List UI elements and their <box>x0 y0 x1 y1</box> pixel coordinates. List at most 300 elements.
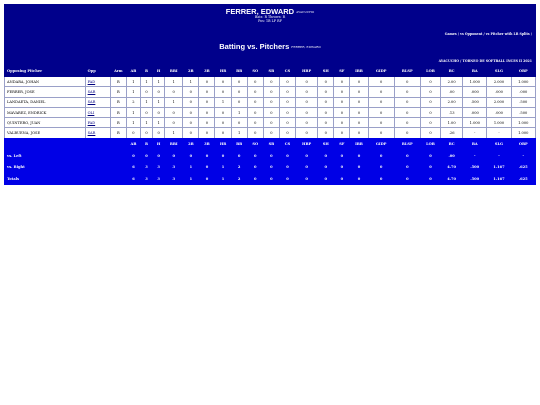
stat-cell: 2 <box>126 97 140 107</box>
stat-cell: 1.000 <box>511 118 535 128</box>
split-row <box>5 173 536 185</box>
stat-cell: .26 <box>441 128 463 138</box>
stat-cell: 0 <box>165 107 183 117</box>
stat-cell: 0 <box>296 128 318 138</box>
stat-cell: 0 <box>247 77 263 87</box>
stat-cell: 0 <box>183 128 199 138</box>
stat-cell: 1.000 <box>511 77 535 87</box>
split-stat-cell: 0 <box>141 150 153 162</box>
stat-cell: 0 <box>153 107 165 117</box>
split-stat-cell: .00 <box>441 150 463 162</box>
stat-cell: 1 <box>153 118 165 128</box>
stat-cell: 0 <box>296 87 318 97</box>
stat-cell: 0 <box>231 118 247 128</box>
stat-cell: 0 <box>334 128 350 138</box>
split-stat-cell: 0 <box>420 162 440 174</box>
split-stat-cell: 4.70 <box>441 162 463 174</box>
stat-cell: 0 <box>368 118 394 128</box>
split-stat-cell: 0 <box>215 150 231 162</box>
opponent-cell <box>85 97 110 107</box>
split-stat-cell: - <box>511 150 535 162</box>
stat-cell: .000 <box>487 107 511 117</box>
stat-cell: 0 <box>215 118 231 128</box>
stat-cell: 0 <box>350 107 368 117</box>
split-column-header: SLG <box>487 139 511 151</box>
stat-cell: 0 <box>199 77 215 87</box>
opponent-link[interactable]: PAD <box>87 79 96 84</box>
split-stat-cell: 3 <box>165 173 183 185</box>
stat-cell: 0 <box>394 128 420 138</box>
stat-cell: 1 <box>231 128 247 138</box>
opponent-link[interactable]: SAR <box>87 89 96 94</box>
stat-cell: 0 <box>420 107 440 117</box>
stat-cell: 0 <box>394 118 420 128</box>
opponent-link[interactable]: PAD <box>87 120 96 125</box>
split-column-header: RLSP <box>394 139 420 151</box>
stat-cell: 1 <box>165 128 183 138</box>
column-header: Opposing Pitcher <box>5 66 86 77</box>
split-stat-cell: .500 <box>463 162 487 174</box>
stat-cell: 0 <box>263 77 279 87</box>
split-column-header: SO <box>247 139 263 151</box>
batting-vs-pitchers-table <box>4 65 536 139</box>
split-label: vs. Left <box>5 150 127 162</box>
stat-cell: 0 <box>263 118 279 128</box>
stat-cell: 0 <box>247 128 263 138</box>
stat-cell: 0 <box>279 107 295 117</box>
stat-cell: 0 <box>318 97 334 107</box>
stat-cell: 0 <box>183 118 199 128</box>
split-stat-cell: 0 <box>296 173 318 185</box>
report-title-text: Batting vs. Pitchers <box>219 42 290 51</box>
column-header: HR <box>215 66 231 77</box>
stat-cell: 0 <box>420 118 440 128</box>
stat-cell: 0 <box>394 87 420 97</box>
stat-cell: 0 <box>350 77 368 87</box>
stat-cell: 0 <box>199 97 215 107</box>
stat-cell: 0 <box>368 97 394 107</box>
stat-cell: 0 <box>350 128 368 138</box>
table-row <box>5 97 536 107</box>
split-column-header: HR <box>215 139 231 151</box>
split-stat-cell: - <box>487 150 511 162</box>
split-stat-cell: 0 <box>318 150 334 162</box>
player-name-text: FERRER, EDWARD <box>225 7 295 16</box>
split-stat-cell: 0 <box>263 173 279 185</box>
table-row <box>5 87 536 97</box>
stat-cell: 0 <box>350 97 368 107</box>
opponent-cell <box>85 77 110 87</box>
report-title <box>4 42 536 51</box>
split-stat-cell: 2 <box>231 173 247 185</box>
column-header: SF <box>334 66 350 77</box>
stat-cell: 0 <box>247 118 263 128</box>
table-row <box>5 118 536 128</box>
stat-cell: 0 <box>215 87 231 97</box>
stat-cell: 1 <box>126 107 140 117</box>
split-column-header: SF <box>334 139 350 151</box>
stat-cell: 2.000 <box>487 97 511 107</box>
opponent-link[interactable]: SAR <box>87 100 96 105</box>
stat-cell: 0 <box>279 77 295 87</box>
split-stat-cell: 0 <box>350 150 368 162</box>
stat-cell: 0 <box>199 128 215 138</box>
split-column-header: AB <box>126 139 140 151</box>
column-header: GIDP <box>368 66 394 77</box>
column-header: BA <box>463 66 487 77</box>
stat-cell: 0 <box>183 107 199 117</box>
split-stat-cell: 0 <box>394 150 420 162</box>
stat-cell: 0 <box>296 107 318 117</box>
split-stat-cell: 2 <box>231 162 247 174</box>
stat-cell: 1 <box>183 77 199 87</box>
stat-cell: 1.00 <box>441 118 463 128</box>
splits-nav-links[interactable]: Games / vs Opponent / vs Pitcher with LR Splits / <box>444 32 532 36</box>
stat-cell: 0 <box>318 118 334 128</box>
split-column-header: SB <box>263 139 279 151</box>
split-stat-cell: 0 <box>368 150 394 162</box>
pitcher-name-cell: VALBUENA, JOSE <box>5 128 86 138</box>
stat-cell: 0 <box>318 107 334 117</box>
opponent-cell <box>85 128 110 138</box>
stat-cell: 0 <box>368 87 394 97</box>
stat-cell: 0 <box>153 128 165 138</box>
stat-cell: 1 <box>140 77 152 87</box>
stat-cell: .000 <box>463 87 487 97</box>
lr-splits-table <box>4 138 536 185</box>
opponent-cell <box>85 87 110 97</box>
split-stat-cell: .500 <box>463 173 487 185</box>
stat-cell: 1 <box>165 97 183 107</box>
stat-cell: 0 <box>199 118 215 128</box>
stat-cell: 0 <box>247 87 263 97</box>
player-team: AYACUCHO <box>296 10 315 15</box>
stat-cell: 0 <box>334 97 350 107</box>
column-header: 3B <box>199 66 215 77</box>
stat-cell: .13 <box>441 107 463 117</box>
column-header: SO <box>247 66 263 77</box>
pitcher-name-cell: LANDAETA, DANIEL <box>5 97 86 107</box>
split-label: Totals <box>5 173 127 185</box>
stat-cell: 0 <box>296 77 318 87</box>
stat-cell: 0 <box>296 118 318 128</box>
split-stat-cell: 0 <box>394 162 420 174</box>
split-column-header: BA <box>463 139 487 151</box>
split-stat-cell: 0 <box>368 173 394 185</box>
stat-cell: 0 <box>231 97 247 107</box>
stat-cell: 1 <box>126 118 140 128</box>
stat-cell: 0 <box>215 128 231 138</box>
split-header-row <box>5 139 536 151</box>
split-stat-cell: 0 <box>296 150 318 162</box>
split-row <box>5 150 536 162</box>
split-stat-cell: 0 <box>394 173 420 185</box>
split-stat-cell: 0 <box>126 150 140 162</box>
column-header: HBP <box>296 66 318 77</box>
stat-cell: 0 <box>231 87 247 97</box>
split-stat-cell: 0 <box>153 150 165 162</box>
stat-cell: R <box>110 118 126 128</box>
split-column-header: 3B <box>199 139 215 151</box>
split-stat-cell: 0 <box>318 162 334 174</box>
split-column-header: SH <box>318 139 334 151</box>
stat-cell: 0 <box>263 107 279 117</box>
split-column-header: RBI <box>165 139 183 151</box>
split-stat-cell: 0 <box>263 162 279 174</box>
split-stat-cell: 6 <box>126 162 140 174</box>
pitcher-name-cell: FERRER, JOSE <box>5 87 86 97</box>
pitcher-name-cell: QUINTERO, JUAN <box>5 118 86 128</box>
stat-cell: R <box>110 107 126 117</box>
split-column-header: GIDP <box>368 139 394 151</box>
split-stat-cell: 0 <box>350 162 368 174</box>
split-stat-cell: 1 <box>183 173 199 185</box>
column-header: AB <box>126 66 140 77</box>
table-header-row <box>5 66 536 77</box>
split-stat-cell: 3 <box>153 162 165 174</box>
split-stat-cell: 0 <box>420 173 440 185</box>
split-stat-cell: - <box>463 150 487 162</box>
stat-cell: 0 <box>279 128 295 138</box>
stat-cell: - <box>487 128 511 138</box>
split-stat-cell: 0 <box>199 173 215 185</box>
stat-cell: 0 <box>334 107 350 117</box>
stat-cell: 0 <box>183 97 199 107</box>
stat-cell: 0 <box>263 97 279 107</box>
stat-cell: - <box>463 128 487 138</box>
column-header: Arm <box>110 66 126 77</box>
stat-cell: R <box>110 87 126 97</box>
stat-cell: 0 <box>318 77 334 87</box>
stat-cell: .00 <box>441 87 463 97</box>
stat-cell: 0 <box>263 87 279 97</box>
stat-cell: 1 <box>231 107 247 117</box>
split-stat-cell: 0 <box>318 173 334 185</box>
split-row <box>5 162 536 174</box>
stat-cell: 2.00 <box>441 77 463 87</box>
split-header-blank <box>5 139 127 151</box>
stat-cell: .500 <box>463 97 487 107</box>
stat-cell: 0 <box>279 87 295 97</box>
stat-cell: 0 <box>183 87 199 97</box>
split-stat-cell: 0 <box>263 150 279 162</box>
column-header: LOB <box>420 66 440 77</box>
column-header: RC <box>441 66 463 77</box>
table-body <box>5 77 536 139</box>
opponent-cell <box>85 118 110 128</box>
stat-cell: 2.00 <box>441 97 463 107</box>
split-stat-cell: 0 <box>334 150 350 162</box>
split-column-header: OBP <box>511 139 535 151</box>
stat-cell: 0 <box>165 87 183 97</box>
stat-cell: 0 <box>318 87 334 97</box>
split-stat-cell: 0 <box>247 173 263 185</box>
stat-cell: 0 <box>394 107 420 117</box>
split-stat-cell: 0 <box>334 162 350 174</box>
stat-cell: 0 <box>350 118 368 128</box>
split-stat-cell: 0 <box>199 150 215 162</box>
stat-cell: 0 <box>394 97 420 107</box>
column-header: 2B <box>183 66 199 77</box>
split-stat-cell: 1.167 <box>487 173 511 185</box>
column-header: BB <box>231 66 247 77</box>
stat-cell: 0 <box>126 128 140 138</box>
stat-cell: 1.000 <box>463 77 487 87</box>
stat-cell: 2.000 <box>487 77 511 87</box>
stat-cell: 1 <box>165 77 183 87</box>
pitcher-name-cell: ANDARA, JOHAN <box>5 77 86 87</box>
split-stat-cell: 0 <box>247 162 263 174</box>
split-column-header: HBP <box>296 139 318 151</box>
player-info <box>4 15 536 23</box>
report-header <box>4 4 536 64</box>
split-stat-cell: 1 <box>183 162 199 174</box>
stat-cell: 0 <box>296 97 318 107</box>
stat-cell: 1 <box>126 77 140 87</box>
split-stat-cell: 6 <box>126 173 140 185</box>
split-stat-cell: 1.167 <box>487 162 511 174</box>
report-subtitle: FERRER, EDWARD <box>291 45 321 50</box>
column-header: Opp <box>85 66 110 77</box>
stat-cell: 1 <box>215 97 231 107</box>
stat-cell: .000 <box>463 107 487 117</box>
split-column-header: IBB <box>350 139 368 151</box>
stat-cell: 0 <box>140 128 152 138</box>
column-header: IBB <box>350 66 368 77</box>
split-stat-cell: 3 <box>141 162 153 174</box>
split-stat-cell: 0 <box>279 173 295 185</box>
pitcher-name-cell: MAVAREZ, ENDRICK <box>5 107 86 117</box>
stat-cell: 1 <box>126 87 140 97</box>
stat-cell: 0 <box>231 77 247 87</box>
stat-cell: 0 <box>350 87 368 97</box>
stat-cell: 0 <box>279 97 295 107</box>
stat-cell: 0 <box>420 87 440 97</box>
split-stat-cell: 0 <box>279 150 295 162</box>
bats-throws: Bats: R Throws: R <box>254 15 286 19</box>
stat-cell: 0 <box>263 128 279 138</box>
stat-cell: 0 <box>420 97 440 107</box>
split-column-header: RC <box>441 139 463 151</box>
split-stat-cell: 0 <box>183 150 199 162</box>
split-column-header: BB <box>231 139 247 151</box>
stat-cell: 1.000 <box>487 118 511 128</box>
split-stat-cell: 0 <box>165 150 183 162</box>
stat-cell: 1 <box>153 97 165 107</box>
split-stat-cell: 1 <box>215 162 231 174</box>
stat-cell: 0 <box>368 77 394 87</box>
stat-cell: 1.000 <box>463 118 487 128</box>
split-label: vs. Right <box>5 162 127 174</box>
stat-cell: 0 <box>140 87 152 97</box>
column-header: OBP <box>511 66 535 77</box>
split-stat-cell: 0 <box>420 150 440 162</box>
stat-cell: .000 <box>511 87 535 97</box>
split-stat-cell: 0 <box>296 162 318 174</box>
league-line: AYACUCHO / TORNEO DE SOFTBALL INCES II 2021 <box>438 59 532 63</box>
stat-cell: 0 <box>334 77 350 87</box>
split-stat-cell: 0 <box>334 173 350 185</box>
column-header: SB <box>263 66 279 77</box>
table-row <box>5 128 536 138</box>
split-stat-cell: 4.70 <box>441 173 463 185</box>
stat-cell: 0 <box>420 128 440 138</box>
split-column-header: R <box>141 139 153 151</box>
stat-cell: 0 <box>368 107 394 117</box>
stat-cell: 1.000 <box>511 128 535 138</box>
split-stat-cell: 0 <box>199 162 215 174</box>
split-stat-cell: .625 <box>511 173 535 185</box>
opponent-cell <box>85 107 110 117</box>
stat-cell: 1 <box>153 77 165 87</box>
positions: Pos: 1B LF RF <box>258 19 282 23</box>
stat-cell: 0 <box>394 77 420 87</box>
stat-cell: 0 <box>279 118 295 128</box>
stat-cell: .500 <box>511 107 535 117</box>
split-stat-cell: 0 <box>350 173 368 185</box>
stat-cell: 0 <box>215 77 231 87</box>
opponent-link[interactable]: SAR <box>87 131 96 136</box>
stat-cell: 0 <box>199 87 215 97</box>
stat-cell: 0 <box>334 87 350 97</box>
report-frame <box>4 4 536 181</box>
split-stat-cell: 3 <box>141 173 153 185</box>
opponent-link[interactable]: OLI <box>87 110 95 115</box>
stat-cell: 0 <box>420 77 440 87</box>
split-column-header: H <box>153 139 165 151</box>
column-header: RLSP <box>394 66 420 77</box>
split-column-header: LOB <box>420 139 440 151</box>
column-header: SLG <box>487 66 511 77</box>
stat-cell: .500 <box>511 97 535 107</box>
stat-cell: R <box>110 77 126 87</box>
stat-cell: R <box>110 128 126 138</box>
split-stat-cell: 0 <box>231 150 247 162</box>
split-stat-cell: 3 <box>165 162 183 174</box>
column-header: RBI <box>165 66 183 77</box>
stat-cell: 1 <box>140 97 152 107</box>
split-stat-cell: 3 <box>153 173 165 185</box>
column-header: SH <box>318 66 334 77</box>
split-stat-cell: 1 <box>215 173 231 185</box>
stat-cell: 1 <box>140 118 152 128</box>
column-header: H <box>153 66 165 77</box>
stat-cell: 0 <box>247 97 263 107</box>
split-column-header: CS <box>279 139 295 151</box>
table-row <box>5 107 536 117</box>
stat-cell: 0 <box>199 107 215 117</box>
stat-cell: 0 <box>247 107 263 117</box>
stat-cell: 0 <box>140 107 152 117</box>
split-column-header: 2B <box>183 139 199 151</box>
split-body <box>5 150 536 185</box>
split-stat-cell: 0 <box>279 162 295 174</box>
split-stat-cell: 0 <box>247 150 263 162</box>
column-header: CS <box>279 66 295 77</box>
stat-cell: 0 <box>334 118 350 128</box>
stat-cell: 0 <box>368 128 394 138</box>
column-header: R <box>140 66 152 77</box>
stat-cell: .000 <box>487 87 511 97</box>
stat-cell: 0 <box>153 87 165 97</box>
split-stat-cell: .625 <box>511 162 535 174</box>
stat-cell: 0 <box>215 107 231 117</box>
table-row <box>5 77 536 87</box>
stat-cell: 0 <box>318 128 334 138</box>
stat-cell: R <box>110 97 126 107</box>
split-stat-cell: 0 <box>368 162 394 174</box>
stat-cell: 0 <box>165 118 183 128</box>
